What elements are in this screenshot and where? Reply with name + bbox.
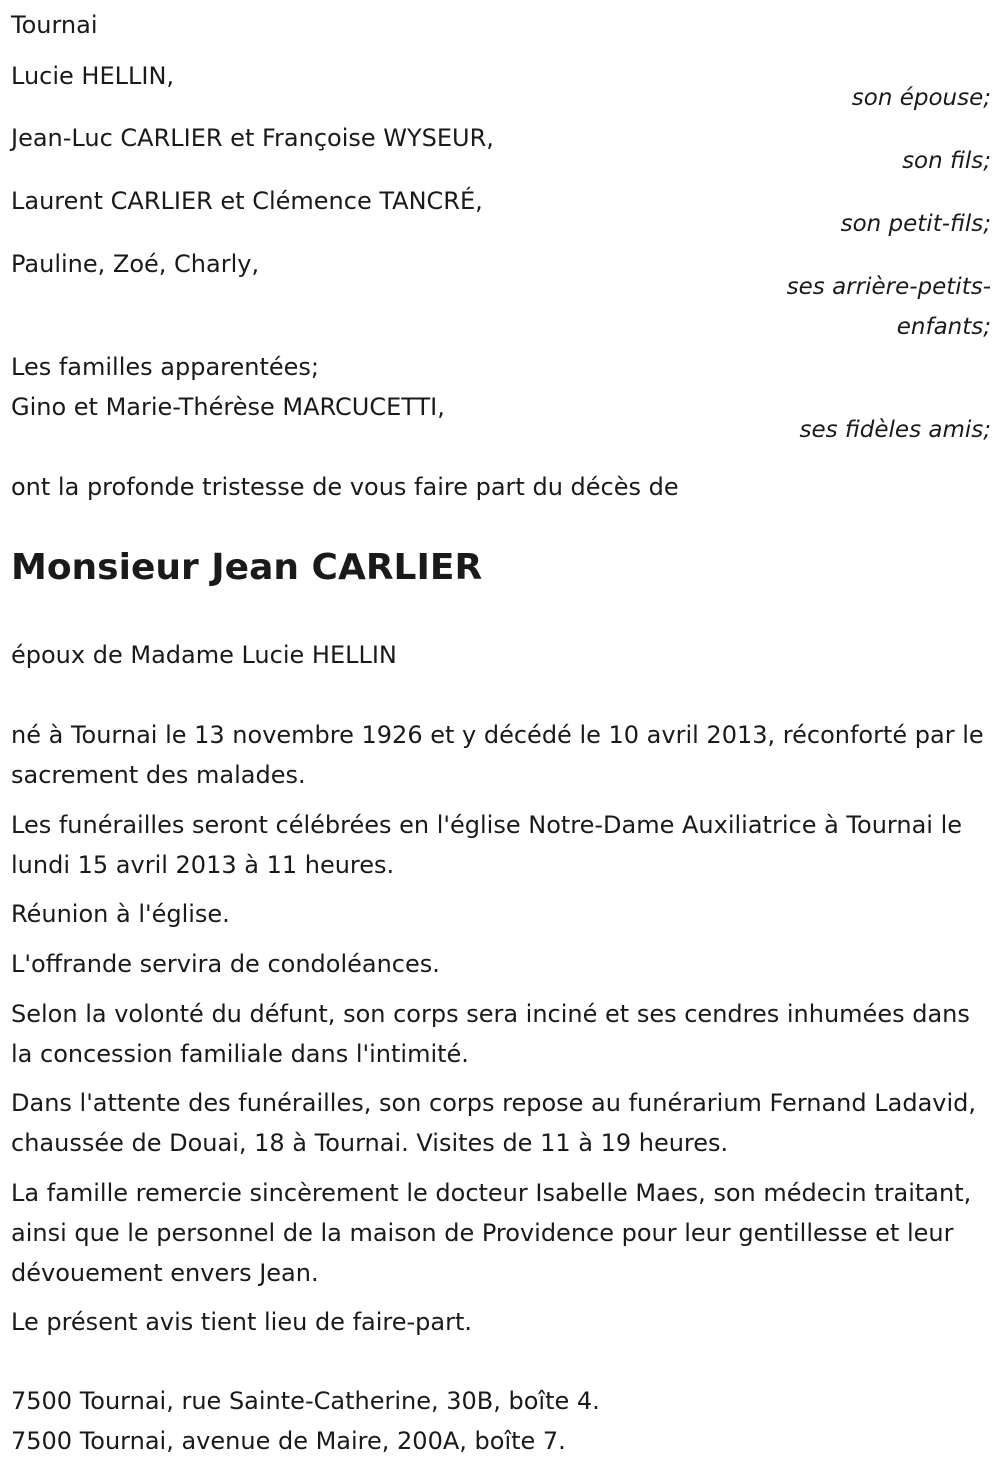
thanks-paragraph: La famille remercie sincèrement le docteur Isabelle Maes, son médecin traitant, ainsi que le personnel de la maison de Providence pour leur gentillesse et leur dévouement envers Jean. xyxy=(11,1179,972,1287)
birth-death-paragraph: né à Tournai le 13 novembre 1926 et y décédé le 10 avril 2013, réconforté par le sacrement des malades. xyxy=(11,721,984,789)
deceased-name: Monsieur Jean CARLIER xyxy=(11,547,483,588)
relation-great-grandchildren-line2: enfants; xyxy=(896,314,991,340)
funeral-paragraph: Les funérailles seront célébrées en l'église Notre-Dame Auxiliatrice à Tournai le lundi 15 avril 2013 à 11 heures. xyxy=(11,811,962,879)
family-member-spouse: Lucie HELLIN, xyxy=(11,62,175,90)
relation-spouse: son épouse; xyxy=(851,85,991,111)
spouse-line: époux de Madame Lucie HELLIN xyxy=(11,641,397,669)
family-member-great-grandchildren: Pauline, Zoé, Charly, xyxy=(11,250,260,278)
family-member-grandson: Laurent CARLIER et Clémence TANCRÉ, xyxy=(11,187,483,215)
relation-friends: ses fidèles amis; xyxy=(799,417,991,443)
relation-great-grandchildren-line1: ses arrière-petits- xyxy=(786,274,991,300)
address-line-2: 7500 Tournai, avenue de Maire, 200A, boîte 7. xyxy=(11,1427,566,1455)
cremation-paragraph: Selon la volonté du défunt, son corps sera inciné et ses cendres inhumées dans la concession familiale dans l'intimité. xyxy=(11,1000,970,1068)
family-friends: Gino et Marie-Thérèse MARCUCETTI, xyxy=(11,393,445,421)
notice-paragraph: Le présent avis tient lieu de faire-part. xyxy=(11,1308,473,1336)
city-header: Tournai xyxy=(11,11,98,39)
relation-grandson: son petit-fils; xyxy=(840,211,991,237)
family-relatives: Les familles apparentées; xyxy=(11,353,320,381)
offering-paragraph: L'offrande servira de condoléances. xyxy=(11,950,440,978)
address-line-1: 7500 Tournai, rue Sainte-Catherine, 30B, boîte 4. xyxy=(11,1387,600,1415)
gathering-paragraph: Réunion à l'église. xyxy=(11,900,230,928)
relation-son: son fils; xyxy=(902,148,991,174)
announcement-text: ont la profonde tristesse de vous faire part du décès de xyxy=(11,473,679,501)
funerarium-paragraph: Dans l'attente des funérailles, son corps repose au funérarium Fernand Ladavid, chaussée de Douai, 18 à Tournai. Visites de 11 à 19 heures. xyxy=(11,1089,977,1157)
family-member-son: Jean-Luc CARLIER et Françoise WYSEUR, xyxy=(11,124,494,152)
